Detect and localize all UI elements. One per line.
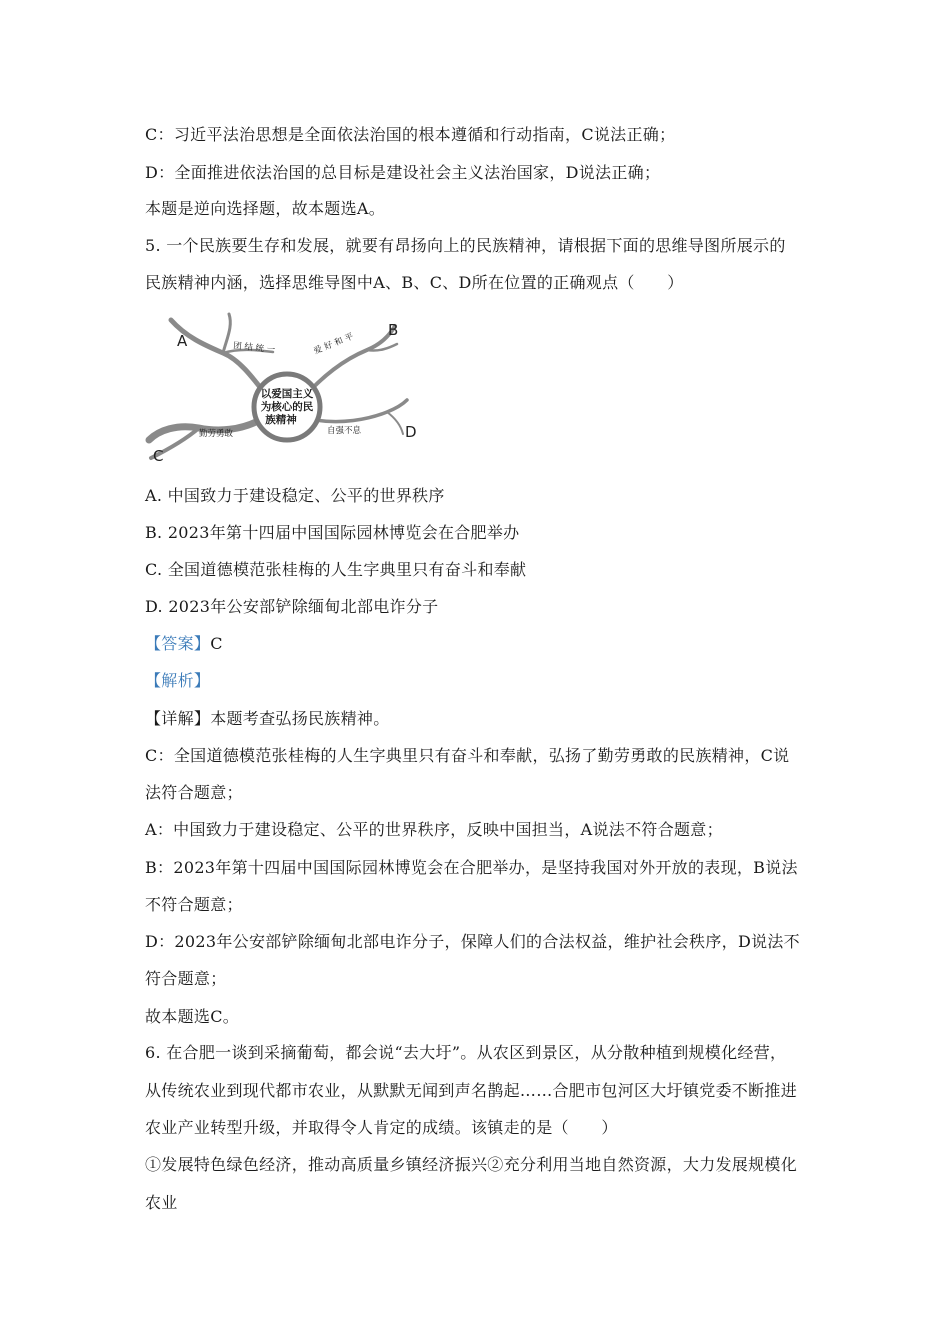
q5-d-analysis-line-2: 符合题意； — [145, 969, 227, 988]
branch-d-twig — [387, 412, 403, 434]
center-text-line-2: 为核心的民 — [260, 401, 314, 413]
position-label-a: A — [177, 332, 188, 350]
position-label-b: B — [388, 321, 399, 339]
q5-d-analysis-line-1: D：2023年公安部铲除缅甸北部电诈分子，保障人们的合法权益，维护社会秩序，D说法不 — [145, 932, 800, 951]
position-label-d: D — [405, 423, 417, 441]
branch-a-twig — [223, 314, 230, 353]
q5-b-analysis-line-2: 不符合题意； — [145, 895, 243, 914]
q5-analysis-tag: 【解析】 — [145, 671, 211, 690]
q5-c-analysis-line-1: C：全国道德模范张桂梅的人生字典里只有奋斗和奉献，弘扬了勤劳勇敢的民族精神，C说 — [145, 746, 790, 765]
q5-option-b: B. 2023年第十四届中国国际园林博览会在合肥举办 — [145, 523, 520, 542]
answer-tag: 【答案】 — [145, 634, 211, 653]
q5-option-a: A. 中国致力于建设稳定、公平的世界秩序 — [145, 486, 445, 505]
q6-stem-line-2: 从传统农业到现代都市农业，从默默无闻到声名鹊起……合肥市包河区大圩镇党委不断推进 — [145, 1081, 798, 1100]
answer-value: C — [210, 634, 223, 653]
center-text-line-1: 以爱国主义 — [260, 388, 314, 400]
branch-label-diligence: 勤劳勇敢 — [199, 429, 234, 439]
prev-option-c-analysis: C：习近平法治思想是全面依法治国的根本遵循和行动指南，C说法正确； — [145, 125, 676, 144]
position-label-c: C — [153, 447, 164, 465]
q5-stem-line-1: 5. 一个民族要生存和发展，就要有昂扬向上的民族精神，请根据下面的思维导图所展示的 — [145, 236, 786, 255]
q6-stem-line-1: 6. 在合肥一谈到采摘葡萄，都会说“去大圩”。从农区到景区，从分散种植到规模化经营， — [145, 1043, 787, 1062]
q5-stem-line-2: 民族精神内涵，选择思维导图中A、B、C、D所在位置的正确观点（ ） — [145, 273, 684, 292]
q5-c-analysis-line-2: 法符合题意； — [145, 783, 243, 802]
prev-conclusion: 本题是逆向选择题，故本题选A。 — [145, 199, 386, 218]
q6-item-line-1: ①发展特色绿色经济，推动高质量乡镇经济振兴②充分利用当地自然资源，大力发展规模化 — [145, 1155, 798, 1174]
q6-item-line-2: 农业 — [145, 1193, 178, 1212]
branch-label-unity: 团 结 统 一 — [232, 341, 276, 356]
q5-answer — [145, 634, 223, 654]
branch-label-self-improvement: 自强不息 — [327, 426, 362, 436]
q5-option-c: C. 全国道德模范张桂梅的人生字典里只有奋斗和奉献 — [145, 560, 527, 579]
prev-option-d-analysis: D：全面推进依法治国的总目标是建设社会主义法治国家，D说法正确； — [145, 163, 661, 182]
q6-stem-line-3: 农业产业转型升级，并取得令人肯定的成绩。该镇走的是（ ） — [145, 1118, 618, 1137]
q5-option-d: D. 2023年公安部铲除缅甸北部电诈分子 — [145, 597, 439, 616]
branch-label-peace: 爱 好 和 平 — [312, 331, 356, 357]
center-text-line-3: 族精神 — [265, 414, 297, 426]
q5-detail-line: 【详解】本题考查弘扬民族精神。 — [145, 709, 390, 728]
q5-b-analysis-line-1: B：2023年第十四届中国国际园林博览会在合肥举办，是坚持我国对外开放的表现，B说法 — [145, 858, 798, 877]
q5-conclusion: 故本题选C。 — [145, 1007, 240, 1026]
mind-map-diagram — [145, 308, 435, 471]
q5-a-analysis: A：中国致力于建设稳定、公平的世界秩序，反映中国担当，A说法不符合题意； — [145, 820, 723, 839]
